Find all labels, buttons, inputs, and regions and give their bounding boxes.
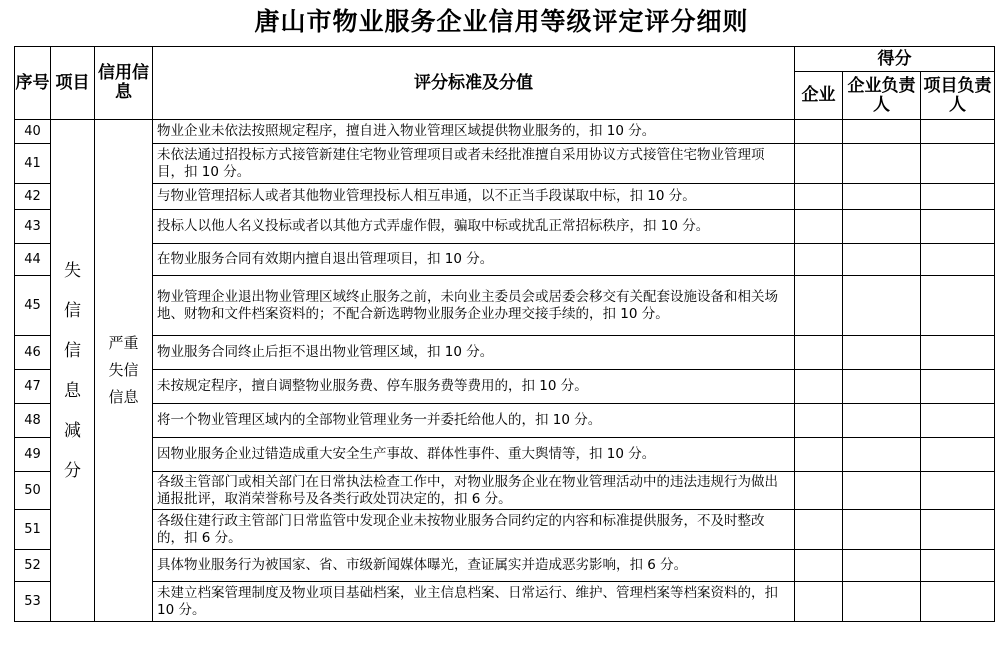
score-enterprise-head-cell[interactable]	[843, 472, 921, 510]
criteria-text: 各级主管部门或相关部门在日常执法检查工作中，对物业服务企业在物业管理活动中的违法违规行为做出通报批评，取消荣誉称号及各类行政处罚决定的，扣 6 分。	[153, 472, 795, 510]
criteria-text: 未依法通过招投标方式接管新建住宅物业管理项目或者未经批准擅自采用协议方式接管住宅物业管理项目，扣 10 分。	[153, 144, 795, 184]
score-project-head-cell[interactable]	[921, 370, 995, 404]
criteria-text: 未建立档案管理制度及物业项目基础档案，业主信息档案、日常运行、维护、管理档案等档案资料的，扣 10 分。	[153, 582, 795, 622]
row-number: 47	[15, 370, 51, 404]
score-enterprise-head-cell[interactable]	[843, 244, 921, 276]
score-project-head-cell[interactable]	[921, 550, 995, 582]
criteria-text: 物业服务合同终止后拒不退出物业管理区域，扣 10 分。	[153, 336, 795, 370]
score-enterprise-head-cell[interactable]	[843, 550, 921, 582]
score-project-head-cell[interactable]	[921, 510, 995, 550]
criteria-text: 物业管理企业退出物业管理区域终止服务之前，未向业主委员会或居委会移交有关配套设施设备和相关场地、财物和文件档案资料的；不配合新选聘物业服务企业办理交接手续的，扣 10 分。	[153, 276, 795, 336]
score-project-head-cell[interactable]	[921, 276, 995, 336]
header-criteria: 评分标准及分值	[153, 47, 795, 120]
score-project-head-cell[interactable]	[921, 404, 995, 438]
score-enterprise-cell[interactable]	[795, 120, 843, 144]
criteria-text: 未按规定程序，擅自调整物业服务费、停车服务费等费用的，扣 10 分。	[153, 370, 795, 404]
row-number: 44	[15, 244, 51, 276]
document-title: 唐山市物业服务企业信用等级评定评分细则	[254, 7, 749, 36]
table-row	[15, 120, 995, 144]
category-cell	[51, 120, 95, 622]
table-row	[15, 244, 995, 276]
table-row	[15, 336, 995, 370]
table-row	[15, 144, 995, 184]
category-label: 失信信息减分	[64, 260, 81, 481]
criteria-text: 在物业服务合同有效期内擅自退出管理项目，扣 10 分。	[153, 244, 795, 276]
table-row	[15, 210, 995, 244]
score-enterprise-head-cell[interactable]	[843, 144, 921, 184]
score-enterprise-head-cell[interactable]	[843, 510, 921, 550]
score-enterprise-head-cell[interactable]	[843, 210, 921, 244]
score-enterprise-cell[interactable]	[795, 210, 843, 244]
row-number: 50	[15, 472, 51, 510]
table-body	[15, 120, 995, 622]
score-project-head-cell[interactable]	[921, 472, 995, 510]
score-enterprise-cell[interactable]	[795, 438, 843, 472]
row-number: 43	[15, 210, 51, 244]
criteria-text: 具体物业服务行为被国家、省、市级新闻媒体曝光，查证属实并造成恶劣影响，扣 6 分。	[153, 550, 795, 582]
header-seq: 序号	[15, 47, 51, 120]
table-row	[15, 276, 995, 336]
row-number: 40	[15, 120, 51, 144]
sub-category-label: 严重失信信息	[108, 334, 139, 406]
table-row	[15, 438, 995, 472]
table-row	[15, 582, 995, 622]
score-enterprise-head-cell[interactable]	[843, 336, 921, 370]
score-enterprise-cell[interactable]	[795, 582, 843, 622]
score-enterprise-cell[interactable]	[795, 404, 843, 438]
row-number: 41	[15, 144, 51, 184]
header-project-head: 项目负责人	[921, 72, 995, 120]
score-enterprise-cell[interactable]	[795, 184, 843, 210]
score-project-head-cell[interactable]	[921, 244, 995, 276]
score-enterprise-cell[interactable]	[795, 144, 843, 184]
table-row	[15, 510, 995, 550]
score-enterprise-cell[interactable]	[795, 550, 843, 582]
row-number: 49	[15, 438, 51, 472]
table-row	[15, 184, 995, 210]
score-project-head-cell[interactable]	[921, 120, 995, 144]
score-project-head-cell[interactable]	[921, 184, 995, 210]
score-project-head-cell[interactable]	[921, 438, 995, 472]
row-number: 46	[15, 336, 51, 370]
score-enterprise-head-cell[interactable]	[843, 120, 921, 144]
sub-category-cell	[95, 120, 153, 622]
score-enterprise-cell[interactable]	[795, 244, 843, 276]
score-project-head-cell[interactable]	[921, 144, 995, 184]
score-project-head-cell[interactable]	[921, 336, 995, 370]
score-enterprise-head-cell[interactable]	[843, 370, 921, 404]
header-credit-info: 信用信息	[95, 47, 153, 120]
score-enterprise-head-cell[interactable]	[843, 582, 921, 622]
score-project-head-cell[interactable]	[921, 582, 995, 622]
row-number: 53	[15, 582, 51, 622]
criteria-text: 物业企业未依法按照规定程序，擅自进入物业管理区域提供物业服务的，扣 10 分。	[153, 120, 795, 144]
criteria-text: 投标人以他人名义投标或者以其他方式弄虚作假，骗取中标或扰乱正常招标秩序，扣 10 分。	[153, 210, 795, 244]
table-row	[15, 370, 995, 404]
header-score: 得分	[795, 47, 995, 72]
header-item: 项目	[51, 47, 95, 120]
criteria-text: 各级住建行政主管部门日常监管中发现企业未按物业服务合同约定的内容和标准提供服务，不及时整改的，扣 6 分。	[153, 510, 795, 550]
score-enterprise-head-cell[interactable]	[843, 276, 921, 336]
score-enterprise-head-cell[interactable]	[843, 184, 921, 210]
table-row	[15, 404, 995, 438]
score-enterprise-head-cell[interactable]	[843, 404, 921, 438]
score-project-head-cell[interactable]	[921, 210, 995, 244]
table-row	[15, 472, 995, 510]
score-enterprise-cell[interactable]	[795, 472, 843, 510]
scoring-table	[14, 46, 995, 622]
score-enterprise-cell[interactable]	[795, 510, 843, 550]
score-enterprise-cell[interactable]	[795, 336, 843, 370]
table-row	[15, 550, 995, 582]
criteria-text: 将一个物业管理区域内的全部物业管理业务一并委托给他人的，扣 10 分。	[153, 404, 795, 438]
criteria-text: 因物业服务企业过错造成重大安全生产事故、群体性事件、重大舆情等，扣 10 分。	[153, 438, 795, 472]
score-enterprise-cell[interactable]	[795, 276, 843, 336]
score-enterprise-cell[interactable]	[795, 370, 843, 404]
row-number: 51	[15, 510, 51, 550]
row-number: 48	[15, 404, 51, 438]
score-enterprise-head-cell[interactable]	[843, 438, 921, 472]
row-number: 45	[15, 276, 51, 336]
header-enterprise-head: 企业负责人	[843, 72, 921, 120]
row-number: 52	[15, 550, 51, 582]
criteria-text: 与物业管理招标人或者其他物业管理投标人相互串通，以不正当手段谋取中标，扣 10 分。	[153, 184, 795, 210]
row-number: 42	[15, 184, 51, 210]
header-enterprise: 企业	[795, 72, 843, 120]
